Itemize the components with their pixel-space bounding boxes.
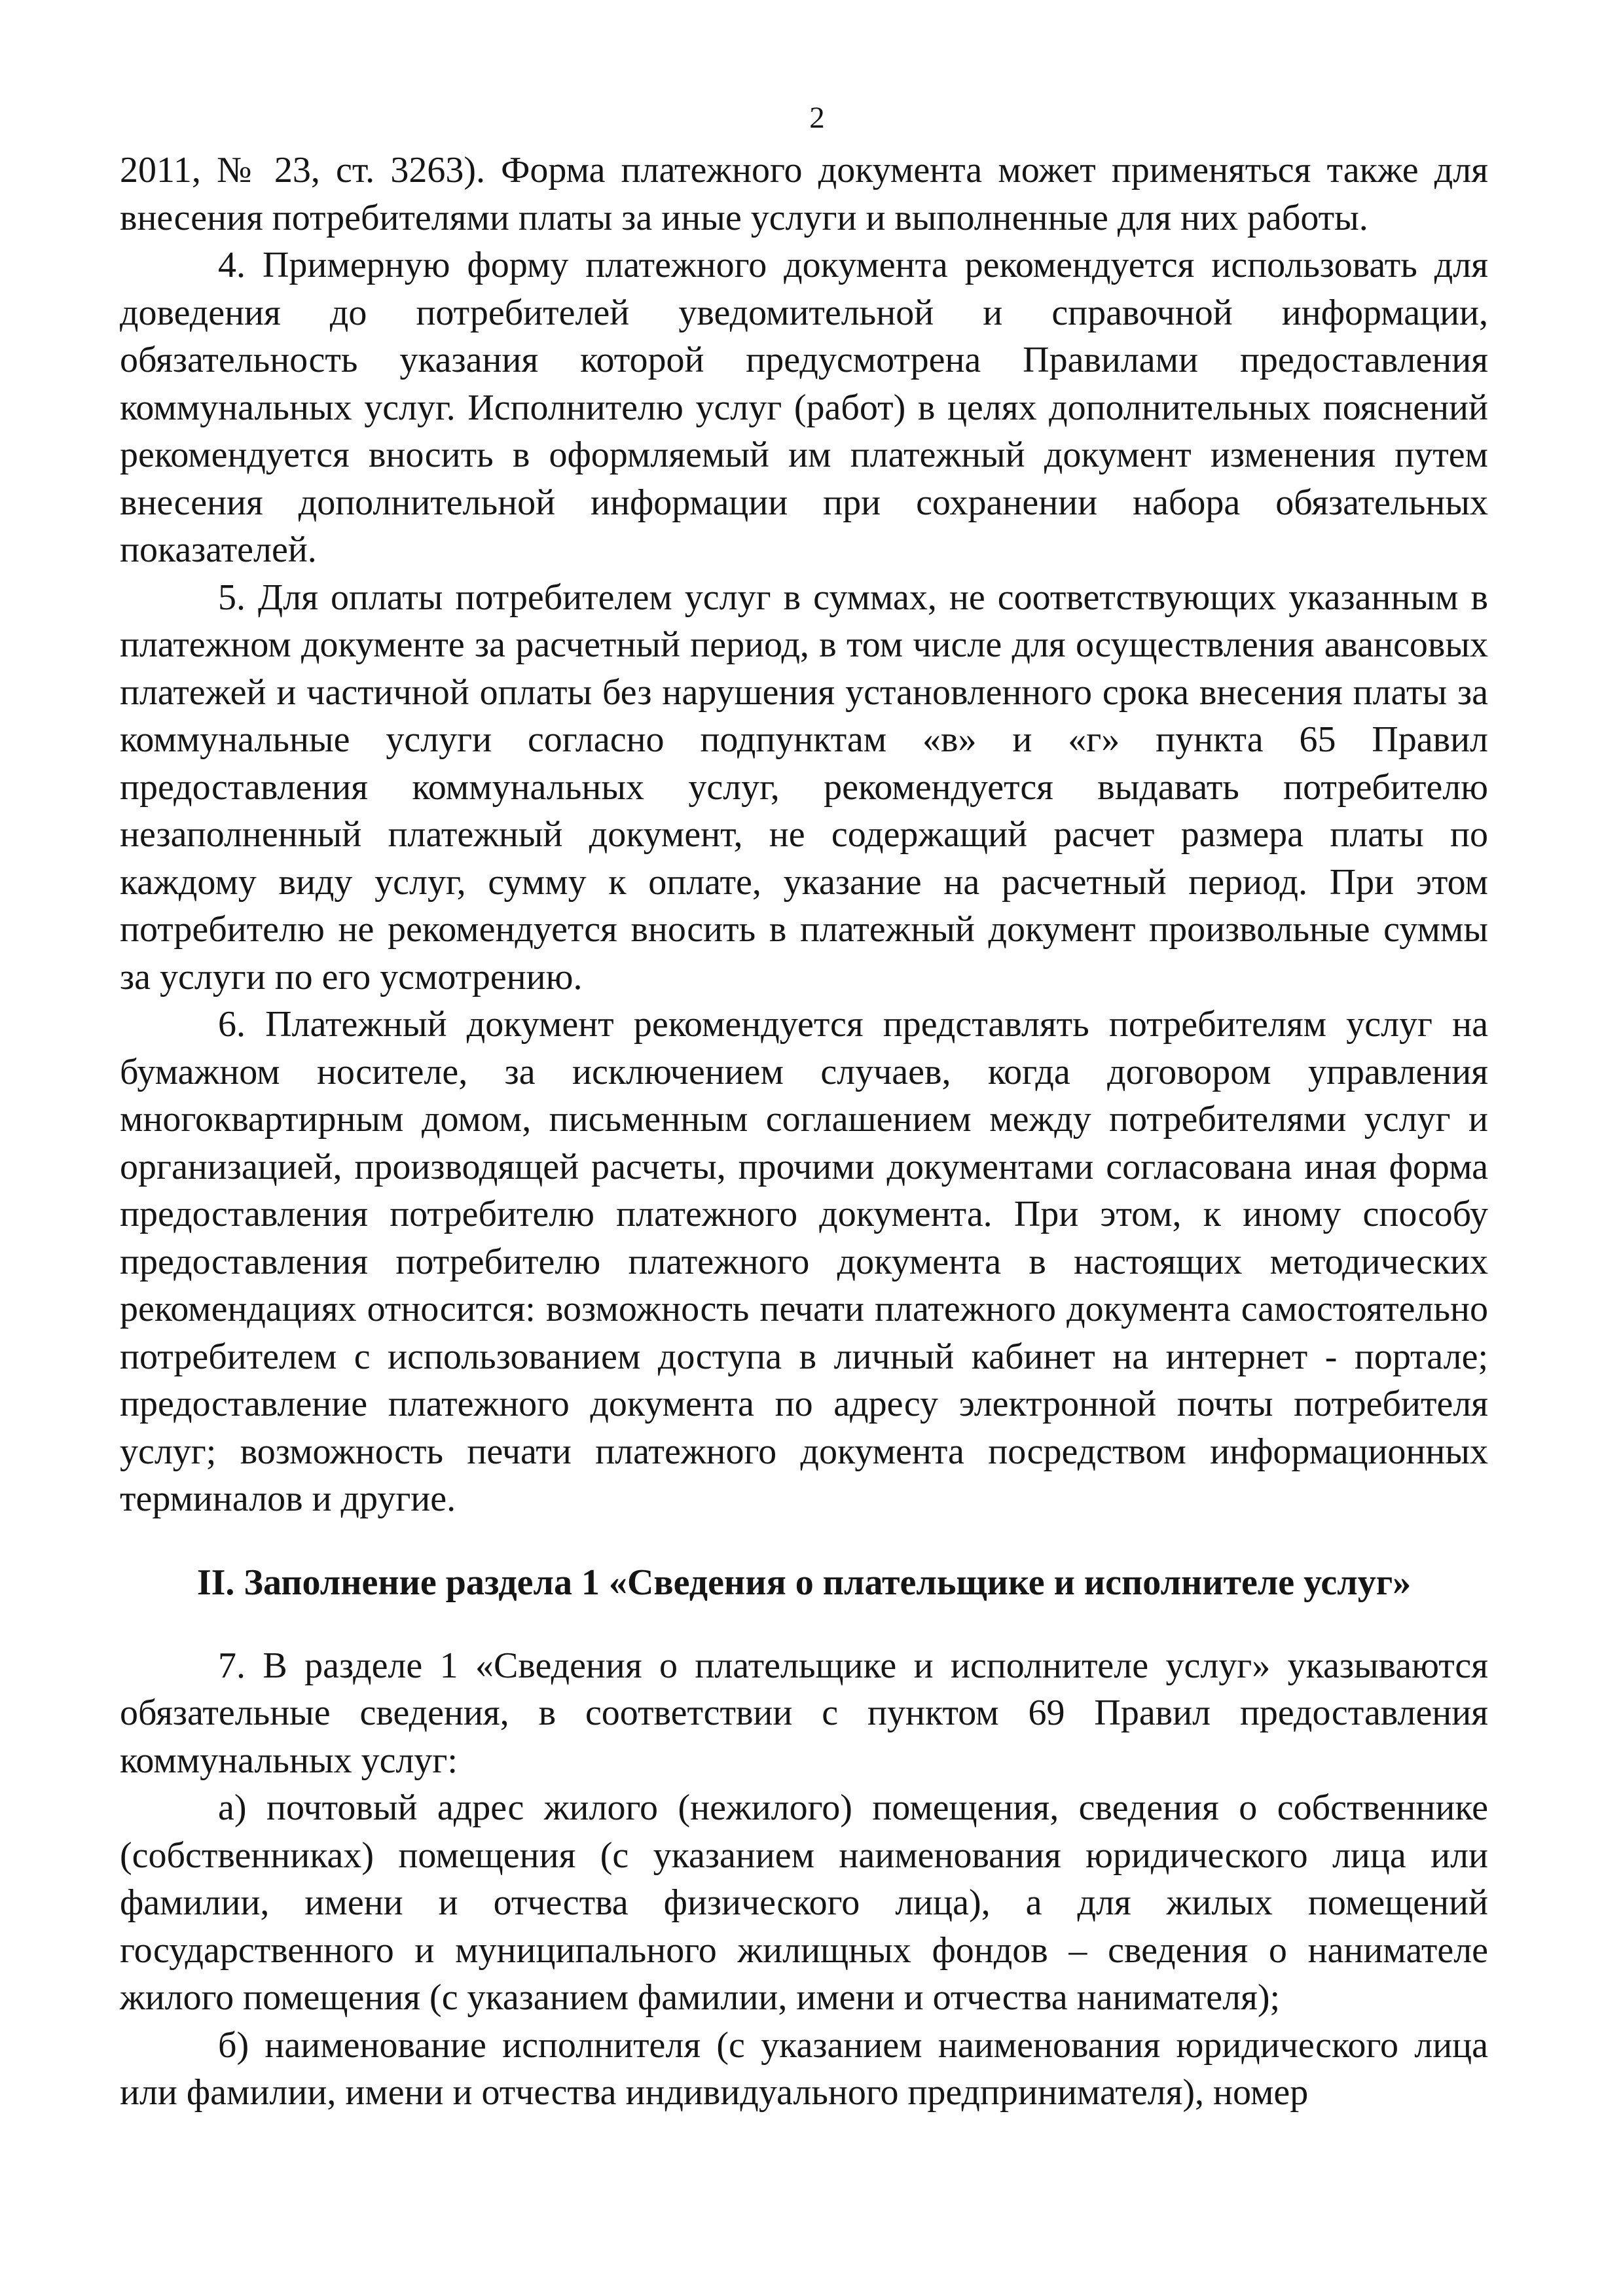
section-ii-body <box>120 1642 1488 2117</box>
section-heading: II. Заполнение раздела 1 «Сведения о плательщике и исполнителе услуг» <box>196 1562 1412 1603</box>
document-page <box>120 98 1488 2117</box>
paragraph-7-b: б) наименование исполнителя (с указанием наименования юридического лица или фамилии, имени и отчества индивидуального предпринимателя), номер <box>120 2024 1488 2113</box>
section-i-continuation <box>120 147 1488 1523</box>
paragraph-5: 5. Для оплаты потребителем услуг в суммах, не соответствующих указанным в платежном документе за расчетный период, в том числе для осуществления авансовых платежей и частичной оплаты без нарушения установленного срока внесения платы за коммунальные услуги согласно подпунктам «в» и «г» пункта 65 Правил предоставления коммунальных услуг, рекомендуется выдавать потребителю незаполненный платежный документ, не содержащий расчет размера платы по каждому виду услуг, сумму к оплате, указание на расчетный период. При этом потребителю не рекомендуется вносить в платежный документ произвольные суммы за услуги по его усмотрению. <box>120 577 1488 997</box>
paragraph-7-a: а) почтовый адрес жилого (нежилого) помещения, сведения о собственнике (собственниках) помещения (с указанием наименования юридического лица или фамилии, имени и отчества физического лица), а для жилых помещений государственного и муниципального жилищных фондов – сведения о нанимателе жилого помещения (с указанием фамилии, имени и отчества нанимателя); <box>120 1787 1488 2018</box>
paragraph-continuation: 2011, № 23, ст. 3263). Форма платежного документа может применяться также для внесения потребителями платы за иные услуги и выполненные для них работы. <box>120 150 1488 238</box>
paragraph-6: 6. Платежный документ рекомендуется представлять потребителям услуг на бумажном носителе, за исключением случаев, когда договором управления многоквартирным домом, письменным соглашением между потребителями услуг и организацией, производящей расчеты, прочими документами согласована иная форма предоставления потребителю платежного документа. При этом, к иному способу предоставления потребителю платежного документа в настоящих методических рекомендациях относится: возможность печати платежного документа самостоятельно потребителем с использованием доступа в личный кабинет на интернет - портале; предоставление платежного документа по адресу электронной почты потребителя услуг; возможность печати платежного документа посредством информационных терминалов и другие. <box>120 1004 1488 1519</box>
paragraph-7: 7. В разделе 1 «Сведения о плательщике и исполнителе услуг» указываются обязательные сведения, в соответствии с пунктом 69 Правил предоставления коммунальных услуг: <box>120 1645 1488 1781</box>
page-number: 2 <box>809 101 825 135</box>
paragraph-4: 4. Примерную форму платежного документа рекомендуется использовать для доведения до потребителей уведомительной и справочной информации, обязательность указания которой предусмотрена Правилами предоставления коммунальных услуг. Исполнителю услуг (работ) в целях дополнительных пояснений рекомендуется вносить в оформляемый им платежный документ изменения путем внесения дополнительной информации при сохранении набора обязательных показателей. <box>120 245 1488 570</box>
